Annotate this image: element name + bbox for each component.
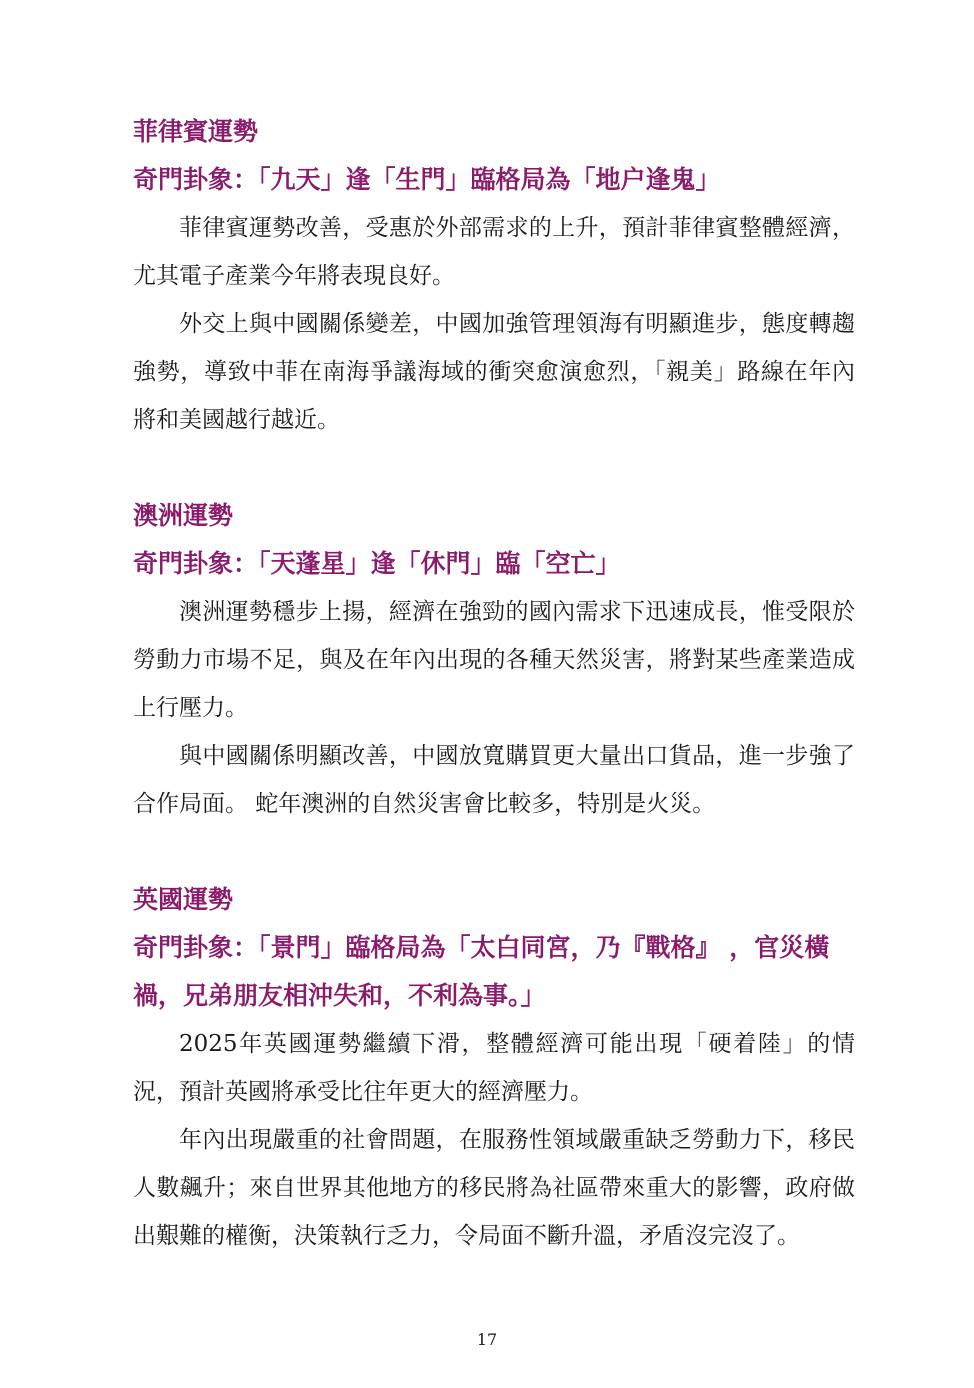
paragraph: 年內出現嚴重的社會問題，在服務性領域嚴重缺乏勞動力下，移民人數飆升；來自世界其他地方的移民將為社區帶來重大的影響，政府做出艱難的權衡，決策執行乏力，令局面不斷升溫，矛盾沒完沒了。 [133, 1127, 855, 1249]
document-page [133, 108, 855, 1260]
page-number: 17 [476, 1330, 498, 1349]
qimen-line: 奇門卦象：「天蓬星」逢「休門」臨「空亡」 [133, 549, 621, 578]
paragraph: 澳洲運勢穩步上揚，經濟在強勁的國內需求下迅速成長，惟受限於勞動力市場不足，與及在年內出現的各種天然災害，將對某些產業造成上行壓力。 [133, 599, 855, 721]
paragraph: 與中國關係明顯改善，中國放寬購買更大量出口貨品，進一步強了合作局面。 蛇年澳洲的自然災害會比較多，特別是火災。 [133, 743, 855, 817]
section-australia [133, 492, 855, 828]
qimen-line: 奇門卦象：「九天」逢「生門」臨格局為「地户逢鬼」 [133, 165, 721, 194]
section-title: 菲律賓運勢 [133, 117, 259, 146]
paragraph: 菲律賓運勢改善，受惠於外部需求的上升，預計菲律賓整體經濟，尤其電子產業今年將表現良好。 [133, 215, 855, 289]
section-title: 英國運勢 [133, 885, 234, 914]
paragraph: 2025年英國運勢繼續下滑，整體經濟可能出現「硬着陸」的情況，預計英國將承受比往年更大的經濟壓力。 [133, 1031, 855, 1105]
qimen-line: 奇門卦象：「景門」臨格局為「太白同宮，乃『戰格』 ，官災橫禍，兄弟朋友相沖失和，不利為事。」 [133, 933, 830, 1010]
section-title: 澳洲運勢 [133, 501, 234, 530]
section-philippines [133, 108, 855, 444]
section-uk [133, 876, 855, 1260]
paragraph: 外交上與中國關係變差，中國加強管理領海有明顯進步，態度轉趨強勢，導致中菲在南海爭議海域的衝突愈演愈烈，「親美」路線在年內將和美國越行越近。 [133, 311, 855, 433]
